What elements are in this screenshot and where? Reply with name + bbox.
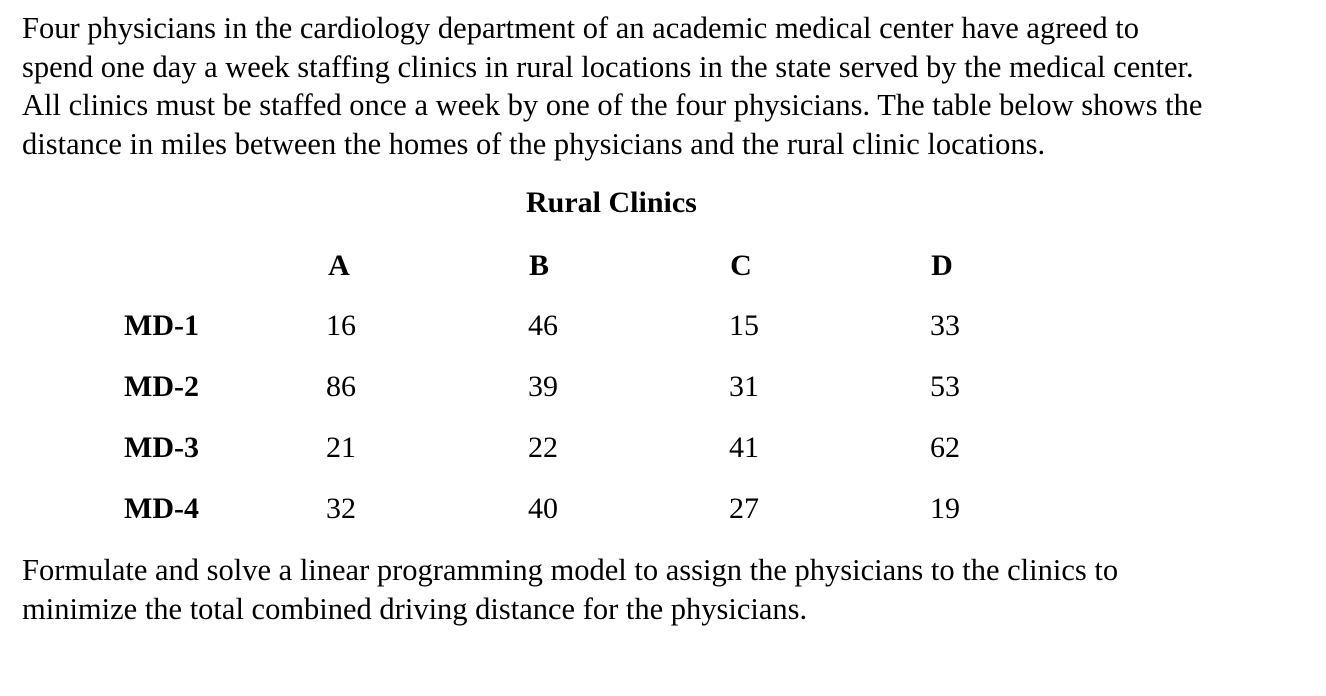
table-cell: 27 [729, 492, 759, 525]
table-cell: 39 [528, 370, 558, 403]
column-header-b: B [528, 249, 550, 282]
row-label-md-4: MD-4 [124, 492, 199, 525]
intro-line: All clinics must be staffed once a week by one of the four physicians. The table below shows the [22, 88, 1203, 122]
table-cell: 22 [528, 431, 558, 464]
table-cell: 19 [930, 492, 960, 525]
row-label-md-3: MD-3 [124, 431, 199, 464]
table-cell: 46 [528, 309, 558, 342]
table-cell: 86 [326, 370, 356, 403]
intro-paragraph [22, 9, 1322, 163]
table-cell: 15 [729, 309, 759, 342]
intro-line: Four physicians in the cardiology department of an academic medical center have agreed to [22, 11, 1140, 45]
table-cell: 32 [326, 492, 356, 525]
instruction-line: minimize the total combined driving distance for the physicians. [22, 591, 808, 626]
table-cell: 41 [729, 431, 759, 464]
table-title: Rural Clinics [526, 186, 697, 219]
table-cell: 33 [930, 309, 960, 342]
table-cell: 31 [729, 370, 759, 403]
column-header-a: A [328, 249, 350, 282]
intro-line: spend one day a week staffing clinics in rural locations in the state served by the medical center. [22, 49, 1194, 84]
table-cell: 53 [930, 370, 960, 403]
column-header-c: C [730, 249, 752, 282]
column-header-d: D [931, 249, 953, 282]
instruction-paragraph [22, 551, 1322, 628]
row-label-md-1: MD-1 [124, 309, 199, 342]
intro-line: distance in miles between the homes of the physicians and the rural clinic locations. [22, 126, 1046, 161]
table-cell: 21 [326, 431, 356, 464]
table-cell: 62 [930, 431, 960, 464]
table-cell: 40 [528, 492, 558, 525]
table-cell: 16 [326, 309, 356, 342]
row-label-md-2: MD-2 [124, 370, 199, 403]
instruction-line: Formulate and solve a linear programming model to assign the physicians to the clinics to [22, 553, 1119, 587]
